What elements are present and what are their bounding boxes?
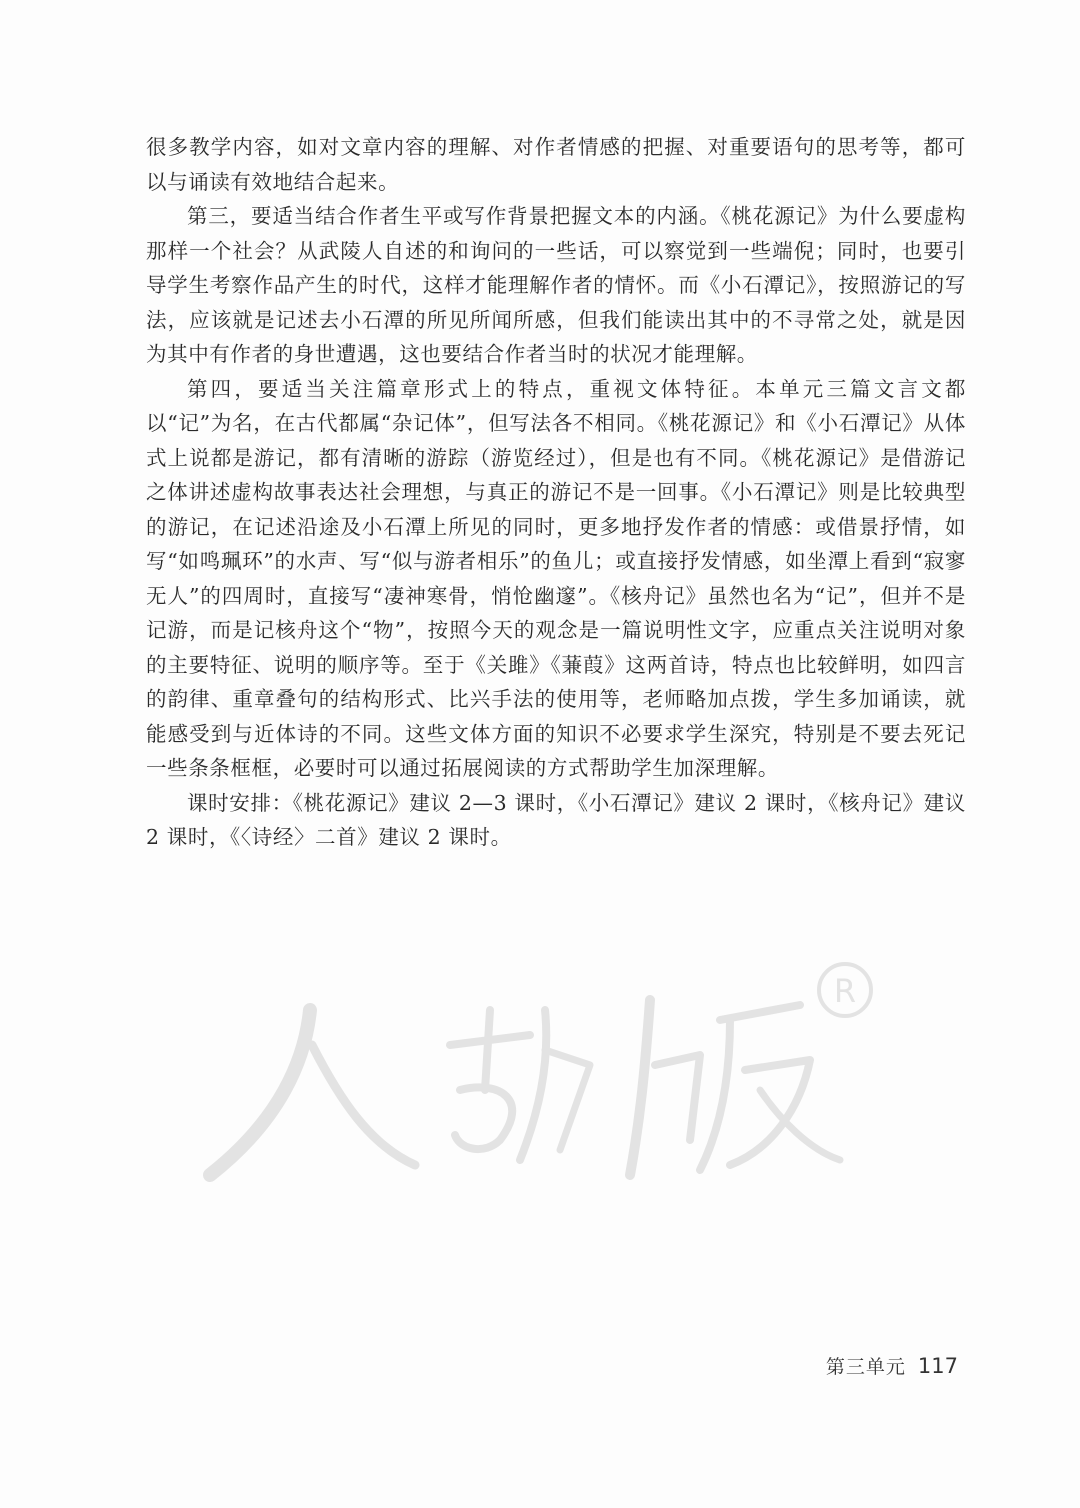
unit-label: 第三单元 — [825, 1356, 906, 1378]
page-footer — [826, 1352, 958, 1379]
page-number: 117 — [917, 1354, 958, 1378]
publisher-watermark — [200, 950, 880, 1190]
body-text — [146, 130, 966, 855]
svg-text:R: R — [833, 972, 857, 1010]
paragraph-point-three: 第三，要适当结合作者生平或写作背景把握文本的内涵。《桃花源记》为什么要虚构那样一个社会？从武陵人自述的和询问的一些话，可以察觉到一些端倪；同时，也要引导学生考察作品产生的时代，这样才能理解作者的情怀。而《小石潭记》，按照游记的写法，应该就是记述去小石潭的所见所闻所感，但我们能读出其中的不寻常之处，就是因为其中有作者的身世遭遇，这也要结合作者当时的状况才能理解。 — [146, 204, 966, 366]
paragraph-point-four: 第四，要适当关注篇章形式上的特点，重视文体特征。本单元三篇文言文都以“记”为名，在古代都属“杂记体”，但写法各不相同。《桃花源记》和《小石潭记》从体式上说都是游记，都有清晰的游踪（游览经过），但是也有不同。《桃花源记》是借游记之体讲述虚构故事表达社会理想，与真正的游记不是一回事。《小石潭记》则是比较典型的游记，在记述沿途及小石潭上所见的同时，更多地抒发作者的情感：或借景抒情，如写“如鸣珮环”的水声、写“似与游者相乐”的鱼儿；或直接抒发情感，如坐潭上看到“寂寥无人”的四周时，直接写“凄神寒骨，悄怆幽邃”。《核舟记》虽然也名为“记”，但并不是记游，而是记核舟这个“物”，按照今天的观念是一篇说明性文字，应重点关注说明对象的主要特征、说明的顺序等。至于《关雎》《蒹葭》这两首诗，特点也比较鲜明，如四言的韵律、重章叠句的结构形式、比兴手法的使用等，老师略加点拨，学生多加诵读，就能感受到与近体诗的不同。这些文体方面的知识不必要求学生深究，特别是不要去死记一些条条框框，必要时可以通过拓展阅读的方式帮助学生加深理解。 — [146, 376, 966, 780]
paragraph-continuation: 很多教学内容，如对文章内容的理解、对作者情感的把握、对重要语句的思考等，都可以与诵读有效地结合起来。 — [146, 135, 966, 194]
paragraph-schedule: 课时安排：《桃花源记》建议 2—3 课时，《小石潭记》建议 2 课时，《核舟记》建议 2 课时，《〈诗经〉二首》建议 2 课时。 — [146, 790, 966, 849]
